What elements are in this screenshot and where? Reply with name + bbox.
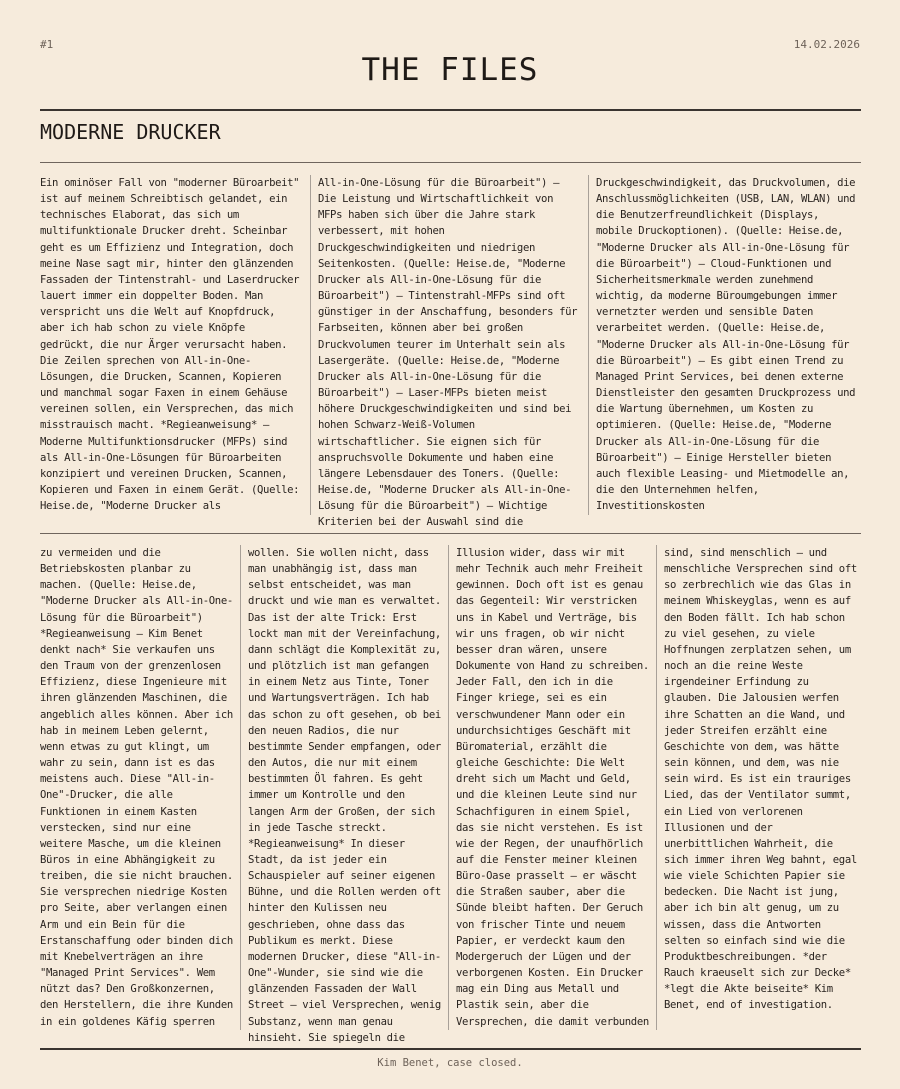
footer-rule [40,1048,861,1050]
issue-number: #1 [40,38,54,51]
footer-signoff: Kim Benet, case closed. [377,1057,523,1069]
column-divider [588,175,589,515]
masthead-rule [40,109,861,111]
top-column-3: Druckgeschwindigkeit, das Druckvolumen, die Anschlussmöglichkeiten (USB, LAN, WLAN) und die Benutzerfreundlichkeit (Displays, mobile Druckoptionen). (Quelle: Heise.de, "Moderne Drucker als All-in-One-Lösung für die Büroarbeit") – Cloud-Funktionen und Sicherheitsmerkmale werden zunehmend wichtig, da moderne Büroumgebungen immer vernetzter werden und sensible Daten verarbeitet werden. (Quelle: Heise.de, "Moderne Drucker als All-in-One-Lösung für die Büroarbeit") – Es gibt einen Trend zu Managed Print Services, bei denen externe Dienstleister den gesamten Druckprozess und die Wartung übernehmen, um Kosten zu optimieren. (Quelle: Heise.de, "Moderne Drucker als All-in-One-Lösung für die Büroarbeit") – Einige Hersteller bieten auch flexible Leasing- und Mietmodelle an, die den Unternehmen helfen, Investitionskosten [596,177,856,513]
column-divider [448,545,449,1030]
headline-rule [40,162,861,163]
top-column-1: Ein ominöser Fall von "moderner Büroarbeit" ist auf meinem Schreibtisch gelandet, ein technisches Elaborat, das sich um multifunktionale Drucker dreht. Scheinbar geht es um Effizienz und Integration, doch meine Nase sagt mir, hinter den glänzenden Fassaden der Tintenstrahl- und Laserdrucker lauert immer ein doppelter Boden. Man verspricht uns die Welt auf Knopfdruck, aber ich hab schon zu viele Knöpfe gedrückt, die nur Ärger verursacht haben. Die Zeilen sprechen von All-in-One-Lösungen, die Drucken, Scannen, Kopieren und manchmal sogar Faxen in einem Gehäuse vereinen sollen, ein Versprechen, das mich misstrauisch macht. *Regieanweisung* – Moderne Multifunktionsdrucker (MFPs) sind als All-in-One-Lösungen für Büroarbeiten konzipiert und vereinen Drucken, Scannen, Kopieren und Faxen in einem Gerät. (Quelle: Heise.de, "Moderne Drucker als [40,177,300,513]
bottom-column-3: Illusion wider, dass wir mit mehr Technik auch mehr Freiheit gewinnen. Doch oft ist es genau das Gegenteil: Wir verstricken uns in Kabel und Verträge, bis wir uns fragen, ob wir nicht besser dran wären, unsere Dokumente von Hand zu schreiben. Jeder Fall, den ich in die Finger kriege, sei es ein verschwundener Mann oder ein undurchsichtiges Geschäft mit Büromaterial, erzählt die gleiche Geschichte: Die Welt dreht sich um Macht und Geld, und die kleinen Leute sind nur Schachfiguren in einem Spiel, das sie nicht verstehen. Es ist wie der Regen, der unaufhörlich auf die Fenster meiner kleinen Büro-Oase prasselt – er wäscht die Straßen sauber, aber die Sünde bleibt haften. Der Geruch von frischer Tinte und neuem Papier, er verdeckt kaum den Modergeruch der Lügen und der verborgenen Kosten. Ein Drucker mag ein Ding aus Metall und Plastik sein, aber die Versprechen, die damit verbunden [456,547,649,1028]
masthead-title: THE FILES [361,52,539,88]
bottom-column-1: zu vermeiden und die Betriebskosten planbar zu machen. (Quelle: Heise.de, "Moderne Drucker als All-in-One-Lösung für die Büroarbeit") *Regieanweisung – Kim Benet denkt nach* Sie verkaufen uns den Traum von der grenzenlosen Effizienz, diese Ingenieure mit ihren glänzenden Maschinen, die angeblich alles können. Aber ich hab in meinem Leben gelernt, wenn etwas zu gut klingt, um wahr zu sein, dann ist es das meistens auch. Diese "All-in-One"-Drucker, die alle Funktionen in einem Kasten verstecken, sind nur eine weitere Masche, um die kleinen Büros in eine Abhängigkeit zu treiben, die sie nicht brauchen. Sie versprechen niedrige Kosten pro Seite, aber verlangen einen Arm und ein Bein für die Erstanschaffung oder binden dich mit Knebelverträgen an ihre "Managed Print Services". Wem nützt das? Den Großkonzernen, den Herstellern, die ihre Kunden in ein goldenes Käfig sperren [40,547,233,1028]
issue-date: 14.02.2026 [793,38,860,51]
section-rule [40,533,861,534]
column-divider [656,545,657,1030]
column-divider [240,545,241,1030]
bottom-column-2: wollen. Sie wollen nicht, dass man unabhängig ist, dass man selbst entscheidet, was man druckt und wie man es verwaltet. Das ist der alte Trick: Erst lockt man mit der Vereinfachung, dann schlägt die Komplexität zu, und plötzlich ist man gefangen in einem Netz aus Tinte, Toner und Wartungsverträgen. Ich hab das schon zu oft gesehen, ob bei den neuen Radios, die nur bestimmte Sender empfangen, oder den Autos, die nur mit einem bestimmten Öl fahren. Es geht immer um Kontrolle und den langen Arm der Großen, der sich in jede Tasche streckt. *Regieanweisung* In dieser Stadt, da ist jeder ein Schauspieler auf seiner eigenen Bühne, und die Rollen werden oft hinter den Kulissen neu geschrieben, ohne dass das Publikum es merkt. Diese modernen Drucker, diese "All-in-One"-Wunder, sie sind wie die glänzenden Fassaden der Wall Street – viel Versprechen, wenig Substanz, wenn man genau hinsieht. Sie spiegeln die [248,547,441,1044]
column-divider [310,175,311,515]
bottom-column-4: sind, sind menschlich – und menschliche Versprechen sind oft so zerbrechlich wie das Glas in meinem Whiskeyglas, wenn es auf den Boden fällt. Ich hab schon zu viel gesehen, zu viele Hoffnungen zerplatzen sehen, um noch an die reine Weste irgendeiner Erfindung zu glauben. Die Jalousien werfen ihre Schatten an die Wand, und jeder Streifen erzählt eine Geschichte von dem, was hätte sein können, und dem, was nie sein wird. Es ist ein trauriges Lied, das der Ventilator summt, ein Lied von verlorenen Illusionen und der unerbittlichen Wahrheit, die sich immer ihren Weg bahnt, egal wie viele Schichten Papier sie bedecken. Die Nacht ist jung, aber ich bin alt genug, um zu wissen, dass die Antworten selten so einfach sind wie die Produktbeschreibungen. *der Rauch kraeuselt sich zur Decke* *legt die Akte beiseite* Kim Benet, end of investigation. [664,547,857,1012]
top-column-2: All-in-One-Lösung für die Büroarbeit") – Die Leistung und Wirtschaftlichkeit von MFPs haben sich über die Jahre stark verbessert, mit hohen Druckgeschwindigkeiten und niedrigen Seitenkosten. (Quelle: Heise.de, "Moderne Drucker als All-in-One-Lösung für die Büroarbeit") – Tintenstrahl-MFPs sind oft günstiger in der Anschaffung, besonders für Farbseiten, können aber bei großen Druckvolumen teurer im Unterhalt sein als Lasergeräte. (Quelle: Heise.de, "Moderne Drucker als All-in-One-Lösung für die Büroarbeit") – Laser-MFPs bieten meist höhere Druckgeschwindigkeiten und sind bei hohen Schwarz-Weiß-Volumen wirtschaftlicher. Sie eignen sich für anspruchsvolle Dokumente und haben eine längere Lebensdauer des Toners. (Quelle: Heise.de, "Moderne Drucker als All-in-One-Lösung für die Büroarbeit") – Wichtige Kriterien bei der Auswahl sind die [318,177,578,529]
article-headline: MODERNE DRUCKER [40,120,221,144]
